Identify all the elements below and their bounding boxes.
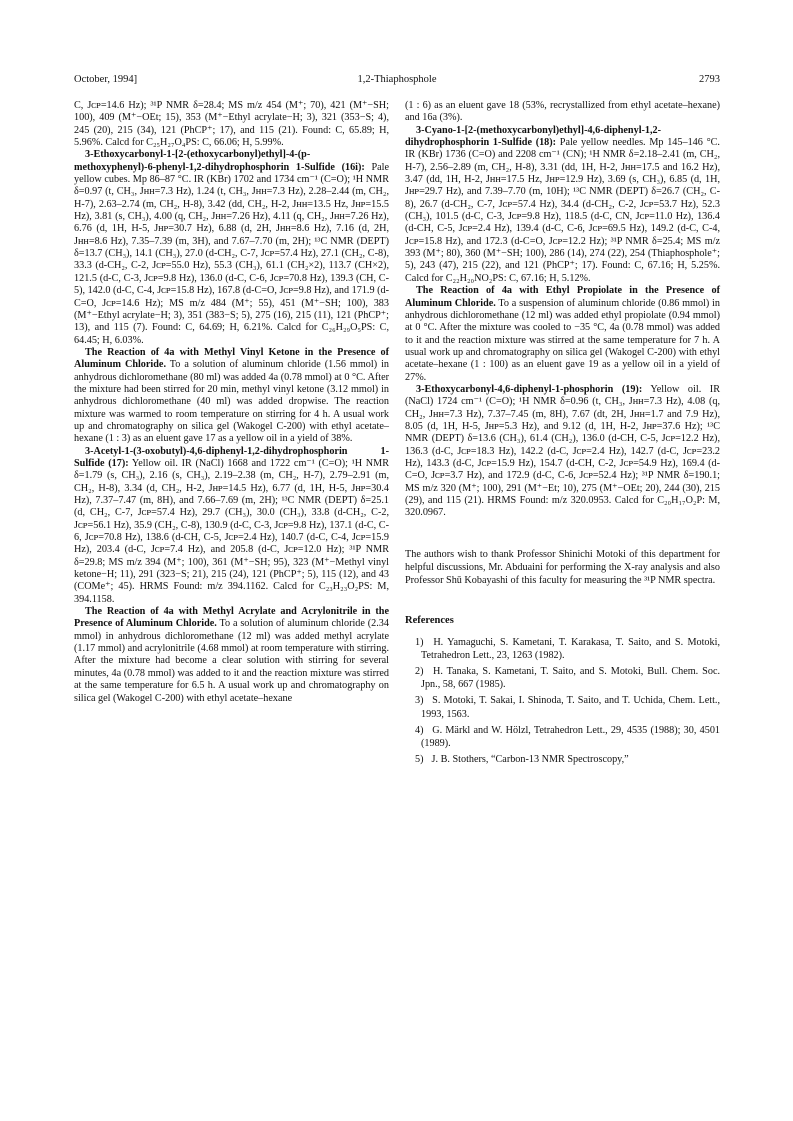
reference-text: S. Motoki, T. Sakai, I. Shinoda, T. Saito, and T. Uchida, Chem. Lett., 1993, 1563. — [421, 695, 720, 720]
propiolate-reaction-paragraph — [405, 285, 720, 384]
reference-item — [405, 694, 720, 720]
reference-number: 1) — [415, 636, 424, 648]
reference-text: H. Yamaguchi, S. Kametani, T. Karakasa, T. Saito, and S. Motoki, Tetrahedron Lett., 23, 1263 (1982). — [421, 636, 720, 661]
paragraph-continuation: C, Jᴄᴘ=14.6 Hz); ³¹P NMR δ=28.4; MS m/z 454 (M⁺; 70), 421 (M⁺−SH; 100), 409 (M⁺−OEt; 15), 353 (M⁺−Ethyl acrylate−H; 3), 321 (353−S; 4), 245 (20), 215 (34), 121 (PhCP⁺; 17), and 115 (21). Found: C, 65.89; H, 5.96%. Calcd for C₂₅H₂₇O₄PS: C, 66.06; H, 5.99%. — [74, 100, 389, 149]
right-column — [405, 100, 720, 769]
mvk-reaction-title: The Reaction of 4a with Methyl Vinyl Ketone in the Presence of Aluminum Chloride. — [74, 346, 389, 371]
header-page-number: 2793 — [699, 74, 720, 85]
compound-19-paragraph — [405, 384, 720, 520]
header-date: October, 1994] — [74, 74, 138, 85]
compound-16i-data: Pale yellow cubes. Mp 86–87 °C. IR (KBr) 1702 and 1734 cm⁻¹ (C=O); ¹H NMR δ=0.97 (t, CH₃, Jʜʜ=7.3 Hz), 1.24 (t, CH₃, Jʜʜ=7.3 Hz), 2.28–2.44 (m, CH₂, H-7), 2.63–2.74 (m, CH₂, H-8), 3.42 (dd, CH₂, H-2, Jʜʜ=13.5 Hz, Jʜᴘ=15.5 Hz), 3.81 (s, CH₃), 4.00 (q, CH₂, Jʜʜ=7.26 Hz), 4.11 (q, CH₂, Jʜʜ=7.26 Hz), 6.76 (d, 1H, H-5, Jʜᴘ=30.7 Hz), 6.88 (d, 2H, Jʜʜ=8.6 Hz), 7.16 (d, 2H, Jʜʜ=8.6 Hz), 7.35–7.39 (m, 3H), and 7.67–7.70 (m, 2H); ¹³C NMR (DEPT) δ=13.7 (CH₃), 14.1 (CH₃), 27.0 (d-CH₂, C-7, Jᴄᴘ=57.4 Hz), 27.1 (CH₂, C-8), 33.3 (d-CH₂, C-2, Jᴄᴘ=55.0 Hz), 55.3 (CH₃), 61.1 (CH₂×2), 113.7 (CH×2), 121.5 (d-C, C-3, Jᴄᴘ=9.8 Hz), 136.0 (d-C, C-6, Jᴄᴘ=70.8 Hz), 139.3 (CH, C-5), 142.0 (d-C, C-4, Jᴄᴘ=15.8 Hz), 167.8 (d-C=O, Jᴄᴘ=9.8 Hz), and 171.9 (d-C=O, Jᴄᴘ=14.6 Hz); MS m/z 484 (M⁺; 55), 451 (M⁺−SH; 100), 383 (M⁺−Ethyl acrylate−H; 3), 351 (383−S; 5), 275 (16), 215 (11), 121 (PhCP⁺; 13), and 115 (7). Found: C, 64.69; H, 6.21%. Calcd for C₂₆H₂₉O₅PS: C, 64.45; H, 6.03%. — [74, 161, 389, 346]
compound-16i-title: 3-Ethoxycarbonyl-1-[2-(ethoxycarbonyl)ethyl]-4-(p-methoxyphenyl)-6-phenyl-1,2-dihydrophosphorin 1-Sulfide (16i): — [74, 149, 365, 173]
reference-number: 4) — [415, 724, 424, 736]
propiolate-reaction-text: To a suspension of aluminum chloride (0.86 mmol) in anhydrous dichloromethane (12 ml) was added ethyl propiolate (0.94 mmol) at 0 °C. After the mixture was cooled to −35 °C, 4a (0.78 mmol) was added to it and the reaction mixture was stirred at the same temperature for 7 h. A usual work up and chromatography on silica gel (Wakogel C-200) with ethyl acetate–hexane (1 : 100) as an eluent gave 19 as a yellow oil in a yield of 27%. — [405, 297, 720, 383]
left-column — [74, 100, 389, 705]
compound-18-paragraph — [405, 125, 720, 285]
compound-17-title: 3-Acetyl-1-(3-oxobutyl)-4,6-diphenyl-1,2-dihydrophosphorin 1-Sulfide (17): — [74, 445, 389, 469]
acrylate-reaction-text: To a solution of aluminum chloride (2.34 mmol) in anhydrous dichloromethane (12 ml) was added methyl acrylate (1.17 mmol) and acrylonitrile (4.68 mmol) at room temperature with stirring. After the mixture had become a clear solution with stirring for several minutes, 4a (0.78 mmol) was added to it and the reaction mixture was stirred at the same temperature for 6.5 h. A usual work up and chromatography on silica gel (Wakogel C-200) with ethyl acetate–hexane — [74, 618, 389, 704]
paragraph-continuation-right: (1 : 6) as an eluent gave 18 (53%, recrystallized from ethyl acetate–hexane) and 16a (3%). — [405, 100, 720, 124]
propiolate-reaction-title: The Reaction of 4a with Ethyl Propiolate in the Presence of Aluminum Chloride. — [405, 285, 720, 309]
reference-number: 2) — [415, 666, 424, 678]
reference-item — [405, 753, 720, 766]
header-title: 1,2-Thiaphosphole — [357, 74, 437, 85]
reference-number: 5) — [415, 754, 424, 766]
mvk-reaction-text: To a solution of aluminum chloride (1.56 mmol) in anhydrous dichloromethane (80 ml) was added 4a (0.78 mmol) at 0 °C. After the mixture had been stirred for 20 min, methyl vinyl ketone (3.12 mmol) in anhydrous dichloromethane (40 ml) was added dropwise. The reaction mixture was warmed to room temperature on stirring for 4 h. A usual work up and chromatography on silica gel (Wakogel C-200) with ethyl acetate–hexane (1 : 3) as an eluent gave 17 as a yellow oil in a yield of 38%. — [74, 359, 389, 445]
acrylate-reaction-title: The Reaction of 4a with Methyl Acrylate and Acrylonitrile in the Presence of Aluminum Chloride. — [74, 606, 389, 630]
reference-item — [405, 665, 720, 691]
reference-number: 3) — [415, 695, 424, 707]
reference-item — [405, 636, 720, 662]
reference-item — [405, 724, 720, 750]
reference-text: J. B. Stothers, “Carbon-13 NMR Spectroscopy,” — [431, 754, 629, 766]
compound-18-data: Pale yellow needles. Mp 145–146 °C. IR (KBr) 1736 (C=O) and 2208 cm⁻¹ (CN); ¹H NMR δ=2.18–2.41 (m, CH₂, H-7), 2.56–2.89 (m, CH₂, H-8), 3.31 (dd, 1H, H-2, Jʜʜ=17.5 and 16.2 Hz), 3.47 (dd, 1H, H-2, Jʜʜ=17.5 Hz, Jʜᴘ=12.9 Hz), 3.69 (s, CH₃), 6.85 (d, 1H, Jʜᴘ=29.7 Hz), and 7.39–7.70 (m, 10H); ¹³C NMR (DEPT) δ=26.7 (CH₂, C-8), 26.7 (d-CH₂, C-7, Jᴄᴘ=57.4 Hz), 34.4 (d-CH₂, C-2, Jᴄᴘ=53.7 Hz), 52.3 (CH₃), 101.5 (d-C, C-3, Jᴄᴘ=9.8 Hz), 118.5 (d-C, CN, Jᴄᴘ=11.0 Hz), 136.4 (d-CH, C-5, Jᴄᴘ=2.4 Hz), 139.4 (d-C, C-6, Jᴄᴘ=69.5 Hz), 149.2 (d-C, C-4, Jᴄᴘ=15.8 Hz), and 172.3 (d-C=O, Jᴄᴘ=12.2 Hz); ³¹P NMR δ=25.4; MS m/z 393 (M⁺; 80), 360 (M⁺−SH; 100), 286 (14), 274 (22), 254 (Thiaphosphole⁺; 5), 243 (47), 215 (22), and 121 (PhCP⁺; 17). Found: C, 67.16; H, 5.25%. Calcd for C₂₂H₂₀NO₂PS: C, 67.16; H, 5.12%. — [405, 137, 720, 284]
compound-18-title: 3-Cyano-1-[2-(methoxycarbonyl)ethyl]-4,6-diphenyl-1,2-dihydrophosphorin 1-Sulfide (18): — [405, 124, 662, 149]
compound-17-data: Yellow oil. IR (NaCl) 1668 and 1722 cm⁻¹ (C=O); ¹H NMR δ=1.79 (s, CH₃), 2.16 (s, CH₃), 2.19–2.38 (m, CH₂, H-7), 2.79–2.91 (m, CH₂, H-8), 3.34 (d, CH₂, H-2, Jʜᴘ=14.5 Hz), 6.77 (d, 1H, H-5, Jʜᴘ=30.4 Hz), 7.37–7.47 (m, 8H), and 7.66–7.69 (m, 2H); ¹³C NMR (DEPT) δ=25.1 (d, CH₂, C-7, Jᴄᴘ=57.4 Hz), 29.7 (CH₃), 30.0 (CH₃), 33.8 (d-CH₂, C-2, Jᴄᴘ=56.1 Hz), 35.9 (CH₂, C-8), 130.9 (d-C, C-3, Jᴄᴘ=9.8 Hz), 137.1 (d-C, C-6, Jᴄᴘ=70.8 Hz), 138.6 (d-CH, C-5, Jᴄᴘ=2.4 Hz), 140.7 (d-C, C-4, Jᴄᴘ=15.9 Hz), 203.4 (d-C, Jᴄᴘ=7.4 Hz), and 205.8 (d-C, Jᴄᴘ=12.0 Hz); ³¹P NMR δ=29.8; MS m/z 394 (M⁺; 100), 361 (M⁺−SH; 95), 323 (M⁺−Methyl vinyl ketone−H; 11), 291 (323−S; 21), 215 (24), 121 (PhCP⁺; 5), 115 (12), and 43 (COMe⁺; 45). HRMS Found: m/z 394.1162. Calcd for C₂₃H₂₃O₂PS: M, 394.1158. — [74, 457, 389, 605]
compound-19-title: 3-Ethoxycarbonyl-4,6-diphenyl-1-phosphorin (19): — [416, 383, 643, 395]
running-header — [74, 74, 720, 90]
compound-17-paragraph — [74, 446, 389, 606]
compound-19-data: Yellow oil. IR (NaCl) 1724 cm⁻¹ (C=O); ¹H NMR δ=0.96 (t, CH₃, Jʜʜ=7.3 Hz), 4.08 (q, CH₂, Jʜʜ=7.3 Hz), 7.37–7.45 (m, 8H), 7.67 (dt, 2H, Jʜʜ=1.7 and 7.9 Hz), 8.05 (d, 1H, H-5, Jʜᴘ=5.3 Hz), and 9.12 (d, 1H, H-2, Jʜᴘ=37.6 Hz); ¹³C NMR (DEPT) δ=13.6 (CH₃), 61.4 (CH₂), 136.0 (d-CH, C-5, Jᴄᴘ=12.2 Hz), 136.3 (d-C, Jᴄᴘ=18.3 Hz), 142.2 (d-C, Jᴄᴘ=2.4 Hz), 142.7 (d-C, Jᴄᴘ=23.2 Hz), 143.3 (d-C, Jᴄᴘ=15.9 Hz), 154.7 (d-CH, C-2, Jᴄᴘ=54.9 Hz), 169.4 (d-C=O, Jᴄᴘ=3.7 Hz), and 172.9 (d-C, C-6, Jᴄᴘ=52.4 Hz); ³¹P NMR δ=190.1; MS m/z 320 (M⁺; 100), 291 (M⁺−Et; 10), 275 (M⁺−OEt; 20), 244 (30), 215 (29), and 115 (21). HRMS Found: m/z 320.0953. Calcd for C₂₀H₁₇O₂P: M, 320.0967. — [405, 383, 720, 519]
acrylate-reaction-paragraph — [74, 606, 389, 705]
mvk-reaction-paragraph — [74, 347, 389, 446]
references-heading: References — [405, 615, 454, 627]
reference-list — [405, 636, 720, 767]
acknowledgement: The authors wish to thank Professor Shinichi Motoki of this department for helpful discussions, Mr. Abduaini for performing the X-ray analysis and also Professor Shū Kobayashi of this faculty for measuring the ³¹P NMR spectra. — [405, 548, 720, 587]
compound-16i-paragraph — [74, 149, 389, 347]
reference-text: H. Tanaka, S. Kametani, T. Saito, and S. Motoki, Bull. Chem. Soc. Jpn., 58, 667 (1985). — [421, 666, 721, 691]
reference-text: G. Märkl and W. Hölzl, Tetrahedron Lett., 29, 4535 (1988); 30, 4501 (1989). — [421, 724, 721, 750]
